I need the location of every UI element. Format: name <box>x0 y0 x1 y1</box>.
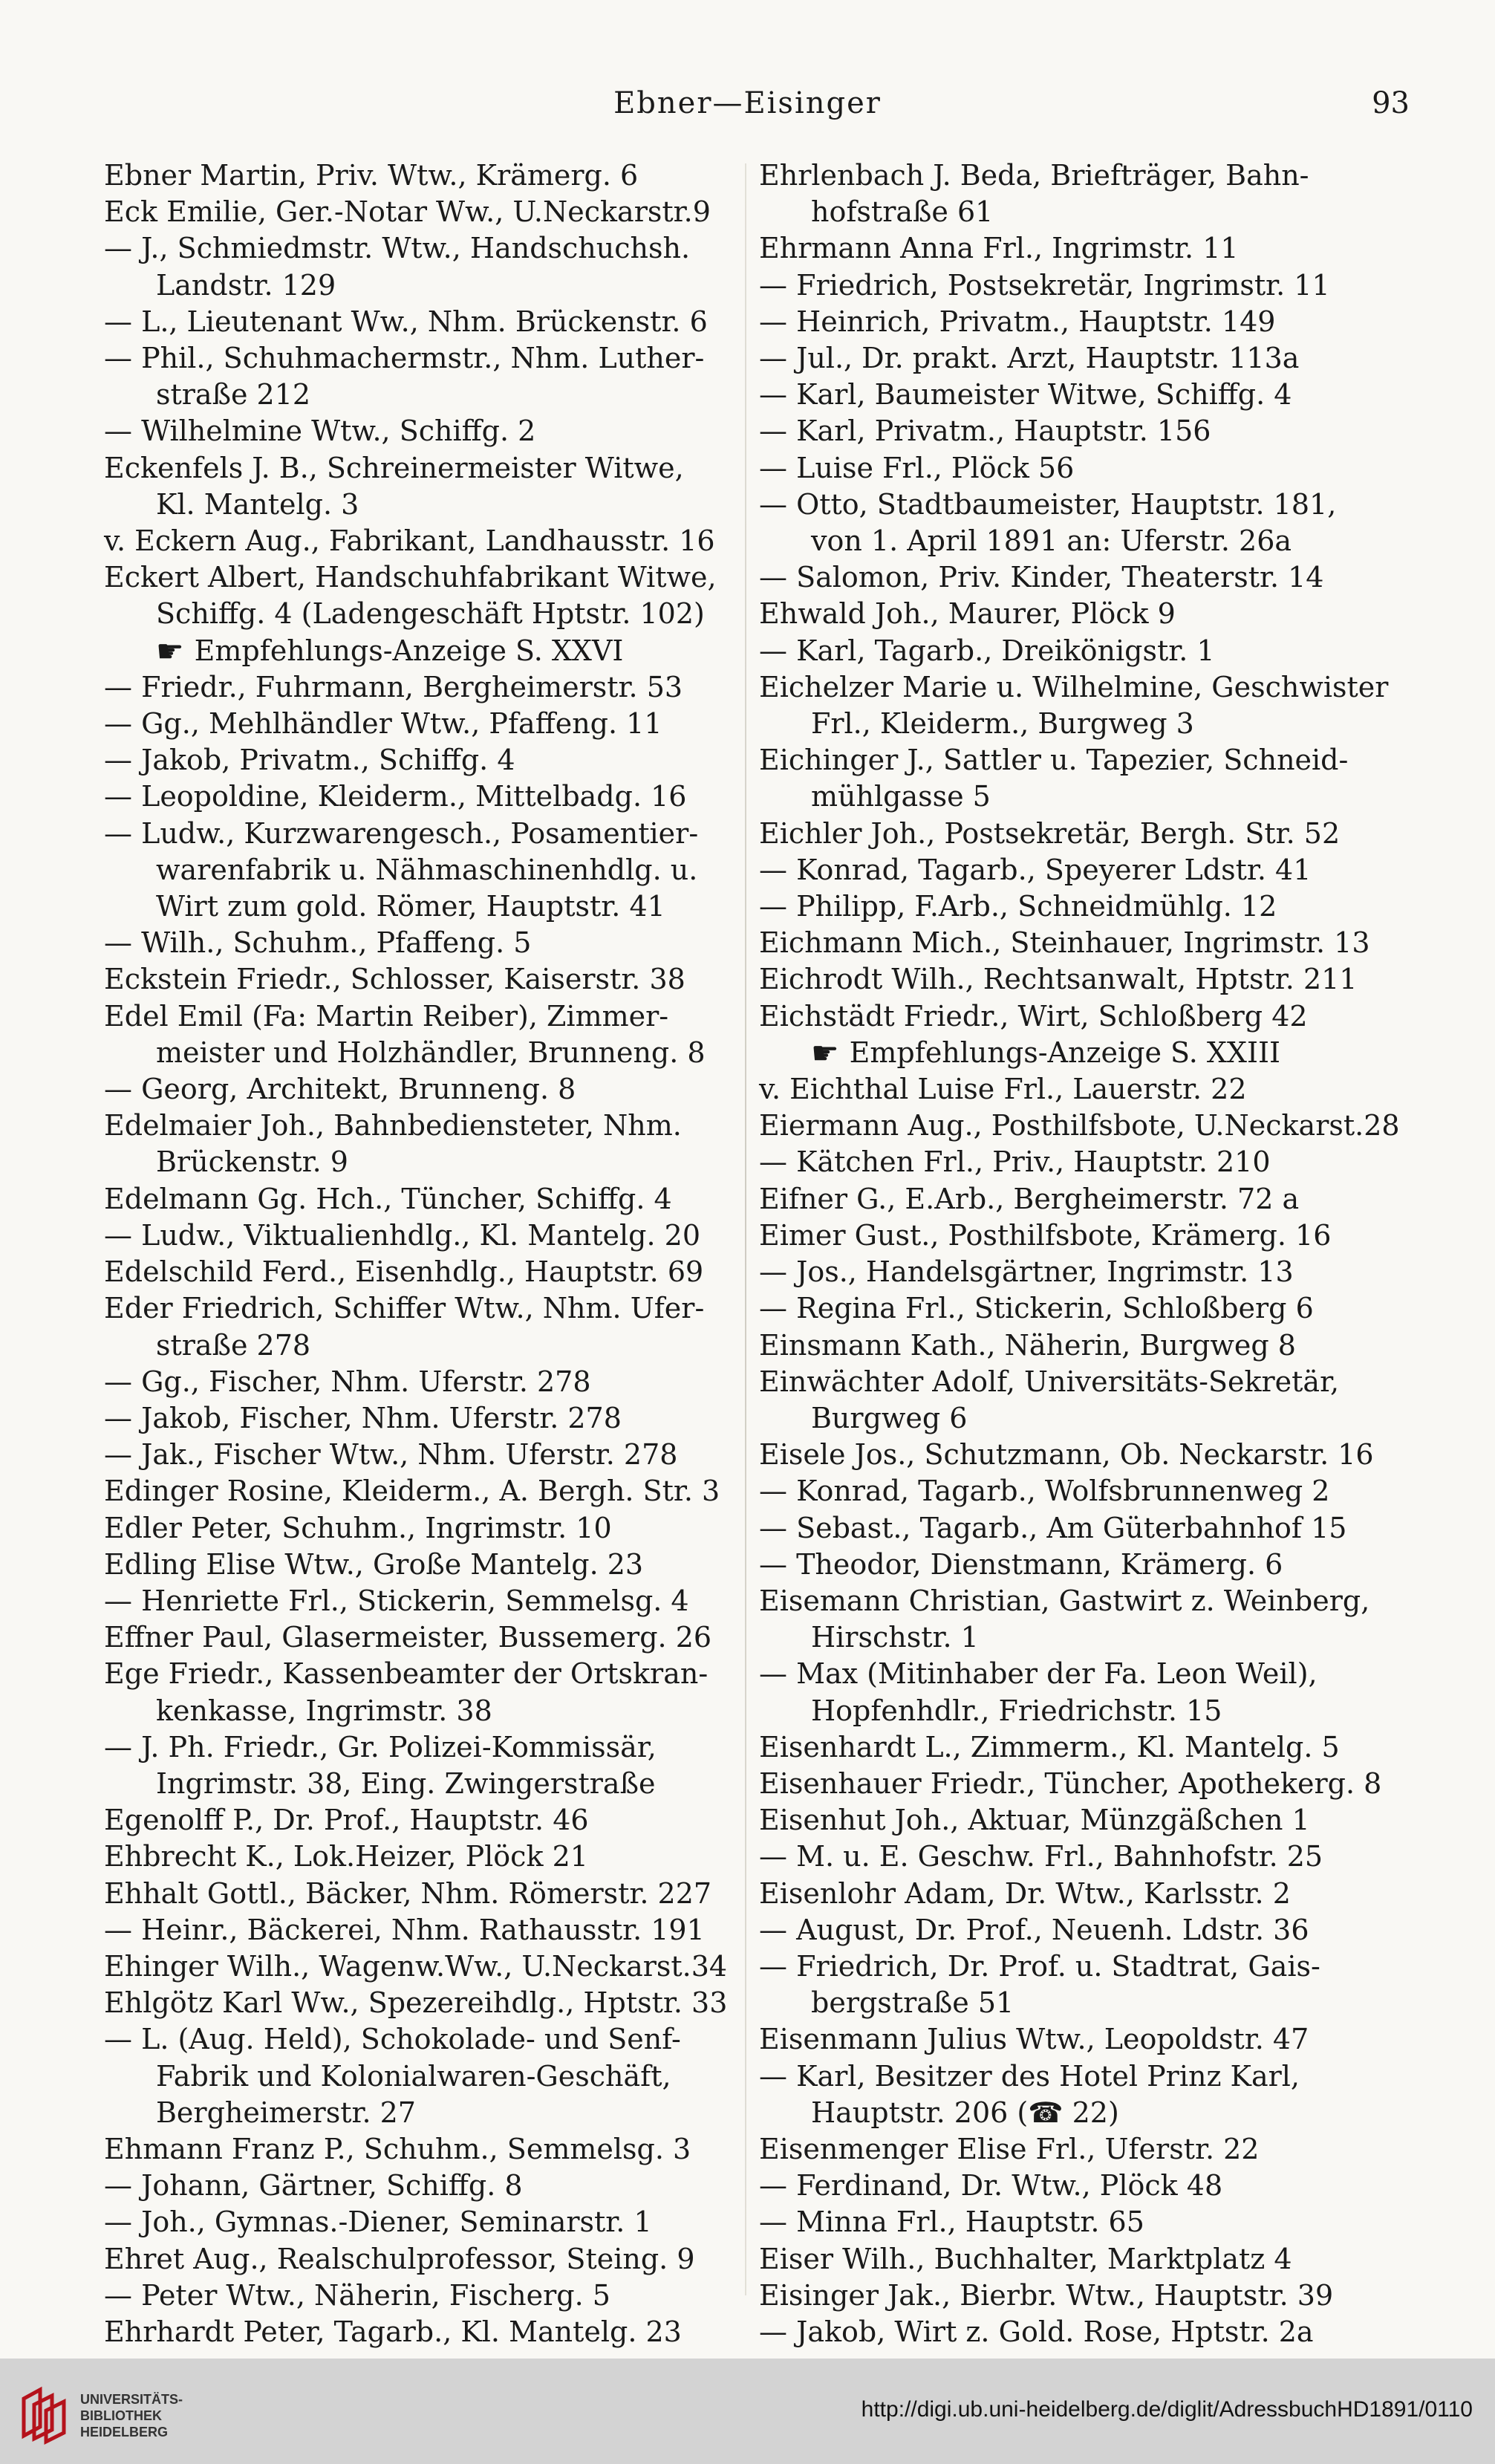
entry-line-1: Eisemann Christian, Gastwirt z. Weinberg, <box>759 1584 1370 1617</box>
directory-entry <box>759 1108 1398 1144</box>
entry-line-1: Edel Emil (Fa: Martin Reiber), Zimmer- <box>104 999 669 1033</box>
entry-line-1: — Jul., Dr. prakt. Arzt, Hauptstr. 113a <box>759 342 1300 375</box>
library-name-line-3: HEIDELBERG <box>80 2425 169 2439</box>
pointing-hand-icon: ☛ <box>156 632 184 669</box>
directory-entry <box>104 1985 734 2021</box>
directory-entry <box>104 1839 734 1875</box>
entry-continuation: bergstraße 51 <box>811 1986 1014 2020</box>
entry-line-1: — Peter Wtw., Näherin, Fischerg. 5 <box>104 2278 610 2312</box>
entry-line-1: Empfehlungs-Anzeige S. XXIII <box>849 1036 1280 1069</box>
entry-line-1: — Jos., Handelsgärtner, Ingrimstr. 13 <box>759 1255 1294 1289</box>
entry-continuation: kenkasse, Ingrimstr. 38 <box>156 1694 492 1727</box>
directory-entry <box>104 1547 734 1583</box>
entry-continuation: straße 278 <box>156 1328 311 1362</box>
entry-line-1: — J., Schmiedmstr. Wtw., Handschuchsh. <box>104 232 691 265</box>
directory-entry <box>759 1364 1398 1437</box>
entry-line-1: Ehbrecht K., Lok.Heizer, Plöck 21 <box>104 1840 588 1873</box>
directory-entry <box>759 267 1398 304</box>
entry-line-1: v. Eckern Aug., Fabrikant, Landhausstr. 16 <box>104 524 715 558</box>
entry-line-1: — Konrad, Tagarb., Speyerer Ldstr. 41 <box>759 853 1312 886</box>
directory-entry <box>104 669 734 706</box>
entry-continuation: Hauptstr. 206 (☎ 22) <box>811 2096 1119 2129</box>
entry-line-1: — Gg., Mehlhändler Wtw., Pfaffeng. 11 <box>104 707 662 741</box>
directory-entry <box>104 2168 734 2204</box>
entry-line-1: — Philipp, F.Arb., Schneidmühlg. 12 <box>759 890 1277 923</box>
directory-entry <box>104 2241 734 2278</box>
entry-line-1: — Jakob, Fischer, Nhm. Uferstr. 278 <box>104 1401 622 1434</box>
entry-line-1: Eckert Albert, Handschuhfabrikant Witwe, <box>104 561 717 594</box>
entry-line-1: — Luise Frl., Plöck 56 <box>759 451 1075 484</box>
entry-line-1: — Heinrich, Privatm., Hauptstr. 149 <box>759 305 1276 338</box>
entry-line-1: — Otto, Stadtbaumeister, Hauptstr. 181, <box>759 487 1337 521</box>
page-number: 93 <box>1372 86 1410 120</box>
entry-line-1: Eckenfels J. B., Schreinermeister Witwe, <box>104 451 684 484</box>
directory-entry <box>104 1071 734 1108</box>
entry-line-1: — Wilhelmine Wtw., Schiffg. 2 <box>104 415 536 448</box>
entry-line-1: — Friedrich, Dr. Prof. u. Stadtrat, Gais- <box>759 1949 1320 1983</box>
directory-entry <box>104 2131 734 2168</box>
directory-entry <box>759 1766 1398 1802</box>
entry-line-1: — Karl, Privatm., Hauptstr. 156 <box>759 415 1211 448</box>
directory-entry <box>104 230 734 303</box>
entry-line-1: — Johann, Gärtner, Schiffg. 8 <box>104 2169 523 2203</box>
directory-entry <box>759 961 1398 998</box>
directory-entry <box>104 1510 734 1547</box>
directory-entry <box>759 1181 1398 1218</box>
entry-continuation: Kl. Mantelg. 3 <box>156 487 359 521</box>
directory-entry <box>759 596 1398 632</box>
entry-line-1: Ehwald Joh., Maurer, Plöck 9 <box>759 597 1176 631</box>
directory-entry <box>759 816 1398 852</box>
directory-entry <box>759 157 1398 230</box>
directory-entry <box>759 413 1398 449</box>
entry-line-1: v. Eichthal Luise Frl., Lauerstr. 22 <box>759 1073 1247 1106</box>
entry-line-1: — Kätchen Frl., Priv., Hauptstr. 210 <box>759 1145 1271 1179</box>
entry-line-1: Edelmaier Joh., Bahnbediensteter, Nhm. <box>104 1109 682 1142</box>
entry-continuation: Schiffg. 4 (Ladengeschäft Hptstr. 102) <box>156 597 705 631</box>
directory-entry <box>104 2021 734 2131</box>
entry-line-1: — Regina Frl., Stickerin, Schloßberg 6 <box>759 1292 1314 1325</box>
entry-line-1: — Jakob, Privatm., Schiffg. 4 <box>104 744 515 777</box>
library-name <box>80 2391 183 2440</box>
entry-line-1: — L., Lieutenant Ww., Nhm. Brückenstr. 6 <box>104 305 708 338</box>
directory-entry <box>104 1364 734 1400</box>
directory-entry <box>104 304 734 340</box>
directory-entry <box>759 450 1398 487</box>
directory-entry <box>759 1327 1398 1364</box>
directory-entry <box>759 1035 1398 1071</box>
entry-continuation: mühlgasse 5 <box>811 780 991 813</box>
page-header <box>0 83 1495 128</box>
directory-entry <box>759 1802 1398 1839</box>
entry-line-1: Eder Friedrich, Schiffer Wtw., Nhm. Ufer- <box>104 1292 705 1325</box>
entry-continuation: Landstr. 129 <box>156 268 336 302</box>
directory-entry <box>759 2131 1398 2168</box>
directory-entry <box>759 2168 1398 2204</box>
entry-continuation: warenfabrik u. Nähmaschinenhdlg. u. <box>156 853 698 886</box>
entry-line-1: Eimer Gust., Posthilfsbote, Krämerg. 16 <box>759 1218 1332 1252</box>
directory-entry <box>104 778 734 815</box>
directory-entry <box>104 633 734 669</box>
entry-continuation: von 1. April 1891 an: Uferstr. 26a <box>811 524 1292 558</box>
directory-entry <box>759 2204 1398 2240</box>
directory-entry <box>104 194 734 230</box>
directory-entry <box>759 2314 1398 2350</box>
entry-line-1: — Konrad, Tagarb., Wolfsbrunnenweg 2 <box>759 1475 1330 1508</box>
directory-entry <box>759 1656 1398 1729</box>
directory-entry <box>759 2021 1398 2058</box>
entry-line-1: Ehrmann Anna Frl., Ingrimstr. 11 <box>759 232 1239 265</box>
entry-continuation: hofstraße 61 <box>811 195 994 229</box>
directory-entry <box>104 559 734 632</box>
directory-entry <box>759 1290 1398 1327</box>
directory-entry <box>104 450 734 523</box>
entry-line-1: — Georg, Architekt, Brunneng. 8 <box>104 1073 576 1106</box>
entry-line-1: — Friedr., Fuhrmann, Bergheimerstr. 53 <box>104 670 683 703</box>
entry-line-1: Eifner G., E.Arb., Bergheimerstr. 72 a <box>759 1182 1300 1215</box>
directory-entry <box>759 1218 1398 1254</box>
entry-continuation: Hirschstr. 1 <box>811 1621 979 1654</box>
directory-entry <box>104 1876 734 1912</box>
directory-entry <box>104 1583 734 1619</box>
entry-line-1: Edinger Rosine, Kleiderm., A. Bergh. Str. 3 <box>104 1475 720 1508</box>
directory-entry <box>104 998 734 1071</box>
directory-entry <box>759 340 1398 377</box>
directory-entry <box>759 1839 1398 1875</box>
entry-continuation: Wirt zum gold. Römer, Hauptstr. 41 <box>156 890 665 923</box>
entry-line-1: Ehrhardt Peter, Tagarb., Kl. Mantelg. 23 <box>104 2315 682 2348</box>
directory-entry <box>104 523 734 559</box>
entry-line-1: — Heinr., Bäckerei, Nhm. Rathausstr. 191 <box>104 1913 705 1946</box>
left-column <box>104 157 734 2348</box>
directory-entry <box>104 1181 734 1218</box>
directory-entry <box>759 669 1398 742</box>
entry-line-1: Eichinger J., Sattler u. Tapezier, Schneid- <box>759 744 1349 777</box>
directory-entry <box>759 1912 1398 1948</box>
entry-line-1: Eisenhardt L., Zimmerm., Kl. Mantelg. 5 <box>759 1730 1340 1764</box>
directory-entry <box>759 1547 1398 1583</box>
directory-entry <box>104 1948 734 1985</box>
entry-continuation: Hopfenhdlr., Friedrichstr. 15 <box>811 1694 1222 1727</box>
entry-line-1: — Minna Frl., Hauptstr. 65 <box>759 2205 1144 2239</box>
directory-entry <box>759 487 1398 559</box>
entry-line-1: Ege Friedr., Kassenbeamter der Ortskran- <box>104 1657 709 1691</box>
directory-entry <box>759 2241 1398 2278</box>
entry-line-1: Einsmann Kath., Näherin, Burgweg 8 <box>759 1328 1296 1362</box>
entry-line-1: — Leopoldine, Kleiderm., Mittelbadg. 16 <box>104 780 687 813</box>
directory-entry <box>759 1876 1398 1912</box>
entry-line-1: Edelschild Ferd., Eisenhdlg., Hauptstr. 69 <box>104 1255 704 1289</box>
entry-line-1: — August, Dr. Prof., Neuenh. Ldstr. 36 <box>759 1913 1309 1946</box>
directory-entry <box>104 2204 734 2240</box>
entry-line-1: — Jakob, Wirt z. Gold. Rose, Hptstr. 2a <box>759 2315 1314 2348</box>
entry-line-1: Eiser Wilh., Buchhalter, Marktplatz 4 <box>759 2242 1292 2275</box>
directory-entry <box>104 1437 734 1473</box>
entry-line-1: — Joh., Gymnas.-Diener, Seminarstr. 1 <box>104 2205 652 2239</box>
entry-line-1: Ehret Aug., Realschulprofessor, Steing. 9 <box>104 2242 695 2275</box>
footer-bar <box>0 2359 1495 2464</box>
directory-entry <box>104 1218 734 1254</box>
entry-continuation: Ingrimstr. 38, Eing. Zwingerstraße <box>156 1766 656 1800</box>
directory-entry <box>104 706 734 742</box>
library-logo-icon <box>18 2384 70 2443</box>
directory-entry <box>759 2058 1398 2131</box>
directory-entry <box>104 1473 734 1509</box>
directory-entry <box>759 1729 1398 1766</box>
entry-line-1: Eisenhauer Friedr., Tüncher, Apothekerg. 8 <box>759 1766 1382 1800</box>
entry-line-1: Ehmann Franz P., Schuhm., Semmelsg. 3 <box>104 2132 691 2165</box>
directory-entry <box>759 1510 1398 1547</box>
directory-entry <box>104 1254 734 1290</box>
directory-entry <box>104 925 734 961</box>
running-head: Ebner—Eisinger <box>613 86 882 120</box>
column-divider <box>745 163 746 2295</box>
entry-line-1: Ehlgötz Karl Ww., Spezereihdlg., Hptstr. 33 <box>104 1986 728 2020</box>
directory-entry <box>759 1437 1398 1473</box>
entry-line-1: Ebner Martin, Priv. Wtw., Krämerg. 6 <box>104 159 639 192</box>
directory-entry <box>104 1802 734 1839</box>
entry-line-1: — Karl, Besitzer des Hotel Prinz Karl, <box>759 2059 1300 2093</box>
directory-entry <box>759 742 1398 815</box>
directory-entry <box>759 998 1398 1035</box>
entry-line-1: Einwächter Adolf, Universitäts-Sekretär, <box>759 1365 1340 1398</box>
entry-line-1: Eisenhut Joh., Aktuar, Münzgäßchen 1 <box>759 1804 1310 1837</box>
entry-line-1: Eck Emilie, Ger.-Notar Ww., U.Neckarstr.9 <box>104 195 711 229</box>
library-name-line-1: UNIVERSITÄTS- <box>80 2392 183 2407</box>
entry-line-1: Egenolff P., Dr. Prof., Hauptstr. 46 <box>104 1804 589 1837</box>
directory-entry <box>104 340 734 413</box>
directory-entry <box>759 1071 1398 1108</box>
directory-entry <box>759 925 1398 961</box>
entry-line-1: Eisenmann Julius Wtw., Leopoldstr. 47 <box>759 2023 1309 2056</box>
directory-entry <box>104 961 734 998</box>
directory-entry <box>759 1473 1398 1509</box>
directory-entry <box>104 1619 734 1656</box>
entry-line-1: Eiermann Aug., Posthilfsbote, U.Neckarst.28 <box>759 1109 1400 1142</box>
entry-continuation: Bergheimerstr. 27 <box>156 2096 416 2129</box>
directory-entry <box>759 633 1398 669</box>
directory-entry <box>104 1290 734 1363</box>
entry-line-1: Eckstein Friedr., Schlosser, Kaiserstr. 38 <box>104 963 685 996</box>
entry-line-1: — Ludw., Kurzwarengesch., Posamentier- <box>104 816 699 850</box>
entry-continuation: Fabrik und Kolonialwaren-Geschäft, <box>156 2059 671 2093</box>
directory-entry <box>759 1948 1398 2021</box>
entry-continuation: Burgweg 6 <box>811 1401 968 1434</box>
entry-line-1: Eisinger Jak., Bierbr. Wtw., Hauptstr. 39 <box>759 2278 1334 2312</box>
source-url[interactable]: http://digi.ub.uni-heidelberg.de/diglit/AdressbuchHD1891/0110 <box>861 2397 1473 2422</box>
directory-entry <box>759 1254 1398 1290</box>
entry-line-1: — M. u. E. Geschw. Frl., Bahnhofstr. 25 <box>759 1840 1323 1873</box>
entry-line-1: — Ludw., Viktualienhdlg., Kl. Mantelg. 20 <box>104 1218 700 1252</box>
directory-entry <box>104 1400 734 1437</box>
directory-entry <box>104 413 734 449</box>
entry-line-1: — L. (Aug. Held), Schokolade- und Senf- <box>104 2023 681 2056</box>
entry-line-1: Edling Elise Wtw., Große Mantelg. 23 <box>104 1547 644 1581</box>
entry-line-1: Eisele Jos., Schutzmann, Ob. Neckarstr. 16 <box>759 1438 1374 1472</box>
directory-entry <box>104 816 734 926</box>
directory-entry <box>104 1729 734 1802</box>
entry-continuation: Frl., Kleiderm., Burgweg 3 <box>811 707 1194 741</box>
directory-entry <box>759 559 1398 596</box>
entry-line-1: Eisenlohr Adam, Dr. Wtw., Karlsstr. 2 <box>759 1876 1291 1910</box>
entry-line-1: Eichler Joh., Postsekretär, Bergh. Str. 52 <box>759 816 1341 850</box>
entry-line-1: — J. Ph. Friedr., Gr. Polizei-Kommissär, <box>104 1730 657 1764</box>
entry-line-1: — Max (Mitinhaber der Fa. Leon Weil), <box>759 1657 1318 1691</box>
entry-line-1: — Henriette Frl., Stickerin, Semmelsg. 4 <box>104 1584 689 1617</box>
entry-continuation: meister und Holzhändler, Brunneng. 8 <box>156 1036 706 1069</box>
directory-entry <box>104 2278 734 2314</box>
entry-line-1: Eichmann Mich., Steinhauer, Ingrimstr. 13 <box>759 926 1370 960</box>
entry-line-1: Empfehlungs-Anzeige S. XXVI <box>194 634 624 667</box>
right-column <box>759 157 1400 2348</box>
entry-line-1: — Theodor, Dienstmann, Krämerg. 6 <box>759 1547 1283 1581</box>
entry-line-1: — Phil., Schuhmachermstr., Nhm. Luther- <box>104 342 705 375</box>
library-logo[interactable] <box>18 2381 211 2448</box>
entry-continuation: straße 212 <box>156 378 311 412</box>
entry-line-1: Eisenmenger Elise Frl., Uferstr. 22 <box>759 2132 1260 2165</box>
directory-entry <box>104 1108 734 1180</box>
entry-line-1: Eichelzer Marie u. Wilhelmine, Geschwister <box>759 670 1389 703</box>
entry-line-1: Ehinger Wilh., Wagenw.Ww., U.Neckarst.34 <box>104 1949 728 1983</box>
entry-continuation: Brückenstr. 9 <box>156 1145 348 1179</box>
entry-line-1: — Ferdinand, Dr. Wtw., Plöck 48 <box>759 2169 1223 2203</box>
directory-entry <box>759 1583 1398 1656</box>
directory-entry <box>759 230 1398 267</box>
directory-entry <box>759 377 1398 413</box>
entry-line-1: — Salomon, Priv. Kinder, Theaterstr. 14 <box>759 561 1324 594</box>
entry-line-1: — Jak., Fischer Wtw., Nhm. Uferstr. 278 <box>104 1438 678 1472</box>
directory-entry <box>759 304 1398 340</box>
entry-line-1: — Wilh., Schuhm., Pfaffeng. 5 <box>104 926 532 960</box>
entry-line-1: Eichstädt Friedr., Wirt, Schloßberg 42 <box>759 999 1308 1033</box>
directory-entry <box>104 157 734 194</box>
entry-line-1: Edler Peter, Schuhm., Ingrimstr. 10 <box>104 1511 612 1544</box>
directory-entry <box>104 742 734 778</box>
entry-line-1: Edelmann Gg. Hch., Tüncher, Schiffg. 4 <box>104 1182 672 1215</box>
directory-entry <box>104 2314 734 2350</box>
entry-line-1: — Karl, Tagarb., Dreikönigstr. 1 <box>759 634 1215 667</box>
directory-entry <box>104 1656 734 1729</box>
entry-line-1: Ehhalt Gottl., Bäcker, Nhm. Römerstr. 227 <box>104 1876 712 1910</box>
pointing-hand-icon: ☛ <box>811 1034 839 1071</box>
entry-line-1: — Friedrich, Postsekretär, Ingrimstr. 11 <box>759 268 1330 302</box>
directory-entry <box>759 2278 1398 2314</box>
entry-line-1: Effner Paul, Glasermeister, Bussemerg. 26 <box>104 1621 712 1654</box>
library-name-line-2: BIBLIOTHEK <box>80 2408 162 2423</box>
directory-entry <box>759 852 1398 888</box>
directory-entry <box>759 888 1398 925</box>
entry-line-1: Ehrlenbach J. Beda, Briefträger, Bahn- <box>759 159 1309 192</box>
entry-line-1: Eichrodt Wilh., Rechtsanwalt, Hptstr. 211 <box>759 963 1358 996</box>
entry-line-1: — Gg., Fischer, Nhm. Uferstr. 278 <box>104 1365 591 1398</box>
directory-entry <box>104 1912 734 1948</box>
directory-entry <box>759 1144 1398 1180</box>
entry-line-1: — Sebast., Tagarb., Am Güterbahnhof 15 <box>759 1511 1347 1544</box>
entry-line-1: — Karl, Baumeister Witwe, Schiffg. 4 <box>759 378 1292 412</box>
